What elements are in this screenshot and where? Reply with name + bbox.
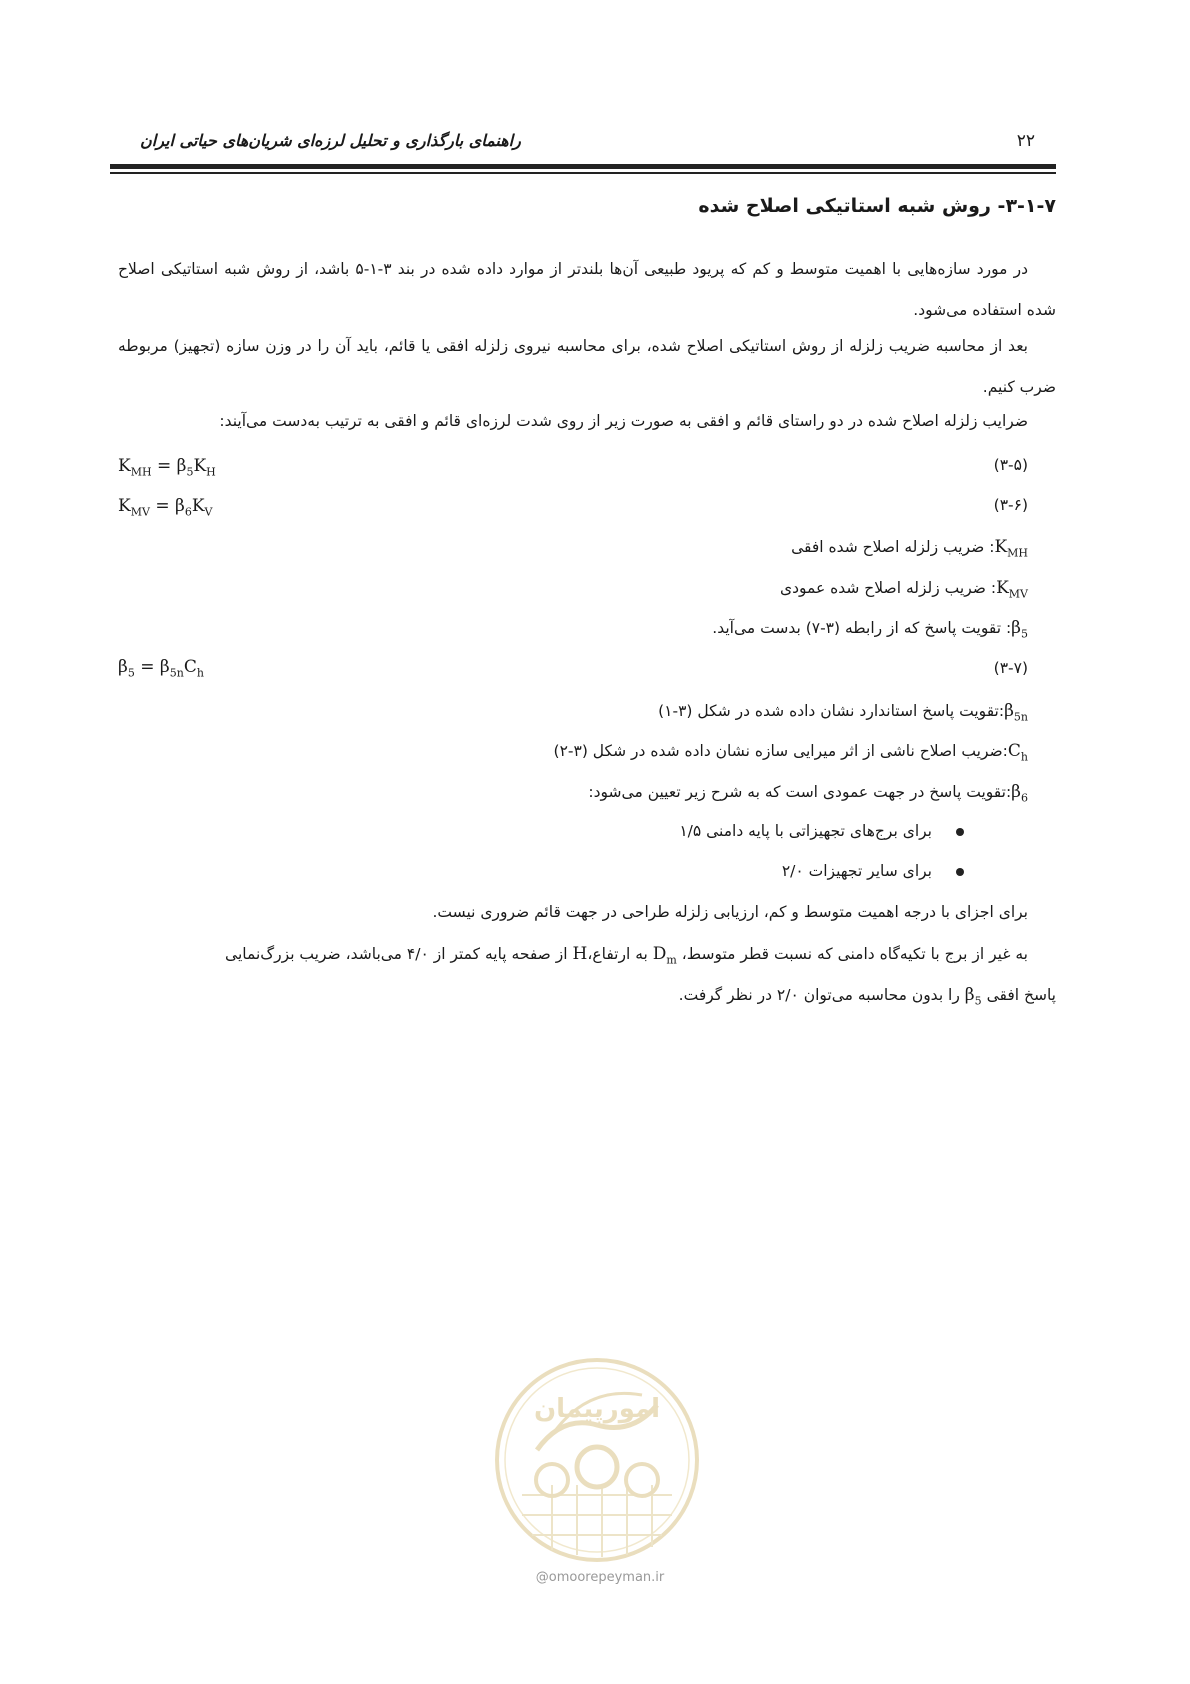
symbol-beta5: $\beta_5$ <box>1011 618 1028 641</box>
equation-kmh: $K_{MH} = \beta_5K_H$ <box>118 456 216 479</box>
page-number: ۲۲ <box>1016 131 1035 151</box>
watermark-url: @omoorepeyman.ir <box>535 1570 665 1585</box>
definition-kmh: $K_{MH}$: ضریب زلزله اصلاح شده افقی <box>791 537 1028 560</box>
equation-number-7: (۳-۷) <box>993 659 1028 677</box>
section-heading: ۳-۱-۷- روش شبه استاتیکی اصلاح شده <box>698 195 1056 217</box>
definition-kmv: $K_{MV}$: ضریب زلزله اصلاح شده عمودی <box>779 578 1028 601</box>
symbol-beta5n: $\beta_{5n}$ <box>1004 701 1028 724</box>
definition-beta5: $\beta_5$: تقویت پاسخ که از رابطه (۳-۷) بدست می‌آید. <box>712 618 1028 641</box>
symbol-dm: $D_m$ <box>652 944 677 967</box>
paragraph-5-line-2: پاسخ افقی $\beta_5$ را بدون محاسبه می‌توان ۲/۰ در نظر گرفت. <box>678 985 1056 1008</box>
definition-beta5n: $\beta_{5n}:تقویت$ پاسخ استاندارد نشان داده شده در شکل (۳-۱) <box>658 701 1028 724</box>
bullet-item-2: برای سایر تجهیزات ۲/۰ <box>782 862 964 880</box>
symbol-ch: $C_h$ <box>1007 741 1028 764</box>
paragraph-1: در مورد سازه‌هایی با اهمیت متوسط و کم که پریود طبیعی آن‌ها بلندتر از موارد داده شده در بند ۳-۱-۵ باشد، از روش شبه استاتیکی اصلاح شده استفاده می‌شود. <box>118 260 1056 319</box>
bullet-icon <box>956 868 964 876</box>
symbol-h: H <box>572 944 588 964</box>
equation-number-6: (۳-۶) <box>993 496 1028 514</box>
bullet-item-1: برای برج‌های تجهیزاتی با پایه دامنی ۱/۵ <box>679 822 964 840</box>
header-rule-thin <box>110 172 1056 174</box>
watermark-logo <box>492 1355 702 1565</box>
equation-kmv: $K_{MV} = \beta_6K_V$ <box>118 496 213 519</box>
symbol-beta5-inline: $\beta_5$ <box>964 985 982 1008</box>
definition-beta6: $\beta_6:تقویت$ پاسخ در جهت عمودی است که به شرح زیر تعیین می‌شود: <box>588 782 1028 805</box>
equation-beta5: $\beta_5 = \beta_{5n}C_h$ <box>118 657 204 680</box>
paragraph-2: بعد از محاسبه ضریب زلزله از روش استاتیکی اصلاح شده، برای محاسبه نیروی زلزله افقی یا قائم، باید آن را در وزن سازه (تجهیز) مربوطه ضرب کنیم. <box>118 337 1056 396</box>
bullet-icon <box>956 828 964 836</box>
symbol-kmv: $K_{MV}$ <box>996 578 1028 601</box>
header-rule-thick <box>110 164 1056 169</box>
definition-ch: $C_h:ضریب$ اصلاح ناشی از اثر میرایی سازه نشان داده شده در شکل (۳-۲) <box>553 741 1028 764</box>
paragraph-5-line-1: به غیر از برج با تکیه‌گاه دامنی که نسبت قطر متوسط، $D_m$ به ارتفاع،H از صفحه پایه کمتر از ۴/۰ می‌باشد، ضریب بزرگ‌نمایی <box>225 944 1028 967</box>
symbol-kmh: $K_{MH}$ <box>994 537 1028 560</box>
paragraph-4: برای اجزای با درجه اهمیت متوسط و کم، ارزیابی زلزله طراحی در جهت قائم ضروری نیست. <box>432 903 1028 921</box>
watermark-logo-text: امورپیمان <box>533 1394 661 1424</box>
running-header-title: راهنمای بارگذاری و تحلیل لرزه‌ای شریان‌های حیاتی ایران <box>140 131 521 150</box>
equation-number-5: (۳-۵) <box>993 456 1028 474</box>
symbol-beta6: $\beta_6$ <box>1011 782 1028 805</box>
paragraph-3: ضرایب زلزله اصلاح شده در دو راستای قائم و افقی به صورت زیر از روی شدت لرزه‌ای قائم و افقی به ترتیب به‌دست می‌آیند: <box>219 412 1028 430</box>
